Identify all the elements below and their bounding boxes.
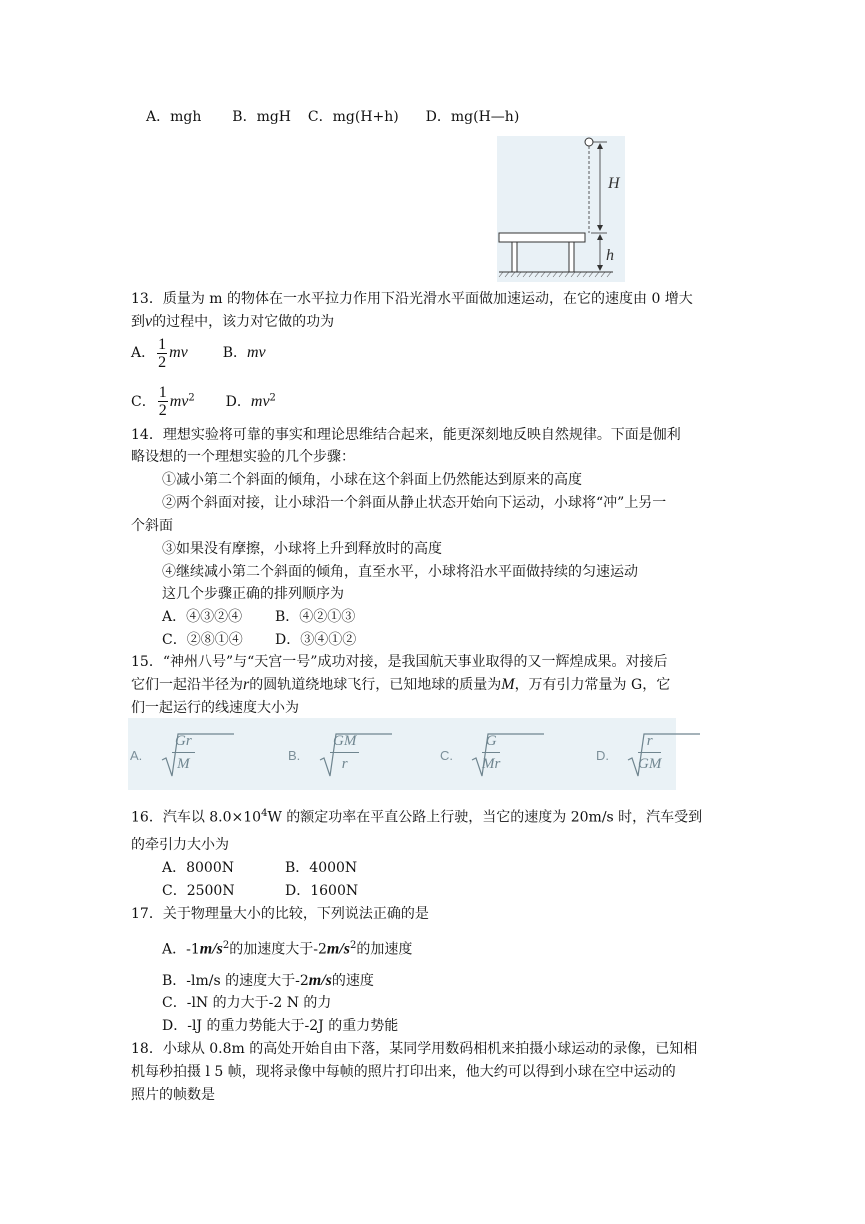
sqrt-sign-icon bbox=[156, 730, 236, 780]
table-leg-right bbox=[569, 242, 574, 272]
q16-option-c: C．2500N bbox=[162, 883, 235, 899]
q16-option-b: B．4000N bbox=[285, 860, 358, 876]
q12-option-b: B．mgH bbox=[232, 109, 292, 125]
q13-options-cd bbox=[131, 378, 276, 422]
q14-step-3: ③如果没有摩擦，小球将上升到释放时的高度 bbox=[162, 541, 442, 557]
q12-option-d: D．mg(H—h) bbox=[425, 109, 520, 125]
table-top bbox=[499, 233, 585, 242]
q16-option-a: A．8000N bbox=[162, 860, 234, 876]
q14-step-4: ④继续减小第二个斜面的倾角，直至水平，小球将沿水平面做持续的匀速运动 bbox=[162, 564, 638, 580]
q13-stem-line1: 13．质量为 m 的物体在一水平拉力作用下沿光滑水平面做加速运动，在它的速度由 0 增大 bbox=[131, 291, 693, 307]
q13-option-a: A． $\frac{1}{2}$ mv bbox=[131, 335, 188, 371]
q15-options-panel: A. Gr M B. GM r C. G Mr D. r GM bbox=[128, 718, 676, 790]
label-h: h bbox=[606, 247, 614, 264]
q14-stem-line1: 14．理想实验将可靠的事实和理论思维结合起来，能更深刻地反映自然规律。下面是伽利 bbox=[131, 427, 681, 443]
q16-option-d: D．1600N bbox=[285, 883, 359, 899]
q15-stem-line3: 们一起运行的线速度大小为 bbox=[131, 700, 299, 716]
q15-stem-line2: 它们一起沿半径为r的圆轨道绕地球飞行，已知地球的质量为M，万有引力常量为 G，它 bbox=[131, 676, 671, 693]
q14-option-d: D．③④①② bbox=[275, 632, 357, 648]
ball-icon bbox=[585, 138, 593, 146]
q18-stem-line2: 机每秒拍摄 l 5 帧，现将录像中每帧的照片打印出来，他大约可以得到小球在空中运动的 bbox=[131, 1064, 676, 1080]
q14-step-2-line1: ②两个斜面对接，让小球沿一个斜面从静止状态开始向下运动，小球将“冲”上另一 bbox=[162, 495, 667, 511]
sqrt-sign-icon bbox=[622, 730, 702, 780]
label-H: H bbox=[608, 175, 620, 192]
q16-stem-line1: 16．汽车以 $8.0\times 10^4W$ 的额定功率在平直公路上行驶，当它的速度为 20m/s 时，汽车受到 bbox=[131, 808, 703, 826]
q18-stem-line3: 照片的帧数是 bbox=[131, 1087, 215, 1103]
sqrt-sign-icon bbox=[466, 730, 546, 780]
q14-stem-line2: 略设想的一个理想实验的几个步骤： bbox=[131, 449, 355, 465]
table-leg-left bbox=[512, 242, 517, 272]
q17-option-a: A．$-1m/s^2$的加速度大于$-2m/s^2$的加速度 bbox=[162, 940, 413, 958]
q12-option-c: C．mg(H+h) bbox=[307, 109, 399, 125]
q16-stem-line2: 的牵引力大小为 bbox=[131, 837, 229, 853]
q14-step-2-line2: 个斜面 bbox=[131, 518, 173, 534]
q13-options-ab bbox=[131, 333, 266, 373]
q12-figure-table-ball bbox=[497, 136, 625, 282]
table-ball-diagram bbox=[497, 136, 625, 282]
q17-stem: 17．关于物理量大小的比较，下列说法正确的是 bbox=[131, 906, 429, 922]
q13-option-b: B．mv bbox=[222, 344, 266, 361]
q14-option-a: A．④③②④ bbox=[162, 609, 243, 625]
q14-option-c: C．②⑧①④ bbox=[162, 632, 243, 648]
q14-step-1: ①减小第二个斜面的倾角，小球在这个斜面上仍然能达到原来的高度 bbox=[162, 472, 582, 488]
q12-option-a: A．mgh bbox=[146, 109, 202, 125]
q13-option-c: C． $\frac{1}{2}$ $mv^2$ bbox=[131, 384, 195, 420]
q13-stem-line2: 到v的过程中，该力对它做的功为 bbox=[131, 313, 335, 330]
q15-stem-line1: 15．“神州八号”与“天宫一号”成功对接，是我国航天事业取得的又一辉煌成果。对接后 bbox=[131, 654, 668, 670]
q17-option-c: C．-lN 的力大于-2 N 的力 bbox=[162, 995, 332, 1011]
q14-ask: 这几个步骤正确的排列顺序为 bbox=[162, 586, 344, 602]
q12-options bbox=[146, 107, 519, 127]
q13-option-d: D．$mv^2$ bbox=[225, 392, 276, 410]
q17-option-d: D．-lJ 的重力势能大于-2J 的重力势能 bbox=[162, 1018, 399, 1034]
q17-option-b: B．-lm/s 的速度大于-2m/s的速度 bbox=[162, 972, 374, 989]
q14-option-b: B．④②①③ bbox=[275, 609, 356, 625]
q18-stem-line1: 18．小球从 0.8m 的高处开始自由下落，某同学用数码相机来拍摄小球运动的录像，已知相 bbox=[131, 1041, 698, 1057]
